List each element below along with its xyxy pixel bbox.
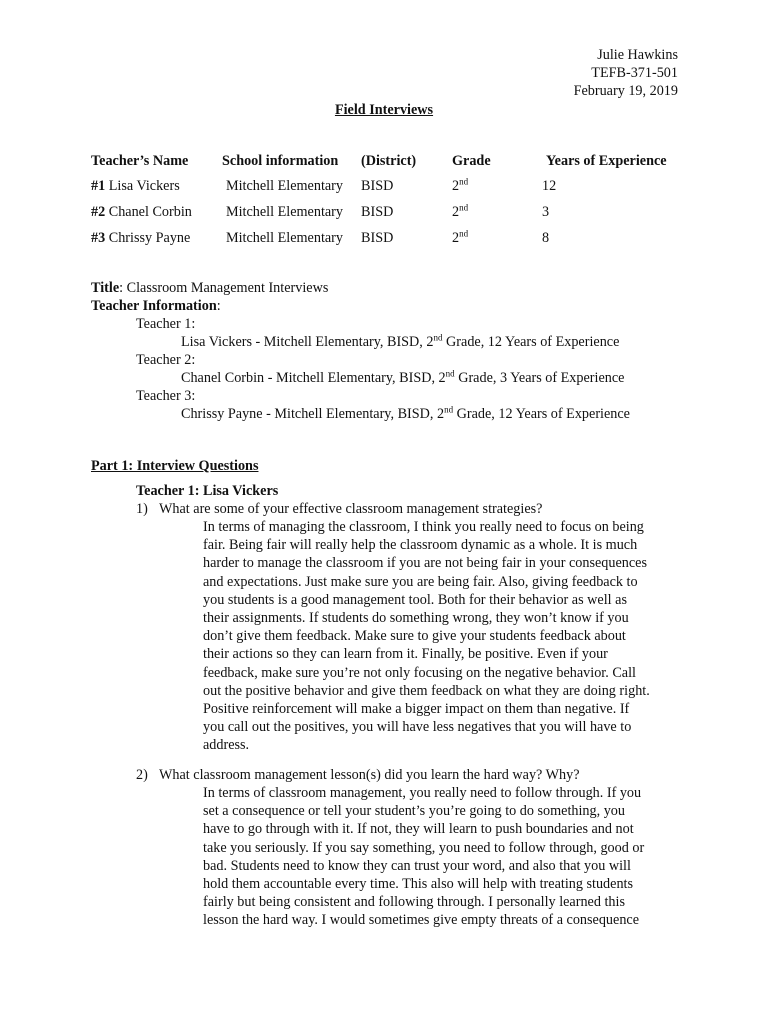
- teacher-label: Teacher 3:: [136, 388, 196, 404]
- row-number: #3: [91, 230, 106, 246]
- grade-suffix: nd: [444, 404, 454, 415]
- teacher-name: Chrissy Payne: [108, 230, 191, 246]
- answer-line: don’t give them feedback. Make sure to give your students feedback about: [203, 628, 626, 645]
- answer-paragraph: [203, 784, 683, 930]
- school-name: Mitchell Elementary: [226, 204, 344, 220]
- grade-suffix: nd: [459, 228, 469, 239]
- title-value: : Classroom Management Interviews: [119, 280, 329, 296]
- table-header-name: Teacher’s Name: [91, 153, 189, 169]
- teacher-detail-text: Chanel Corbin - Mitchell Elementary, BISD, 2: [181, 370, 446, 386]
- answer-line: and expectations. Just make sure you are being fair. Also, giving feedback to: [203, 573, 638, 590]
- document-header: [574, 46, 678, 100]
- table-header-school: School information: [222, 153, 339, 169]
- question-text: What classroom management lesson(s) did you learn the hard way? Why?: [159, 767, 580, 783]
- answer-line: In terms of classroom management, you really need to follow through. If you: [203, 785, 642, 801]
- answer-line: address.: [203, 737, 250, 754]
- answer-line: fair. Being fair will really help the classroom dynamic as a whole. It is much: [203, 537, 638, 554]
- grade: 2: [452, 204, 460, 220]
- grade-suffix: nd: [459, 202, 469, 213]
- answer-line: take you seriously. If you say something, you need to follow through, good or: [203, 839, 645, 856]
- answer-line: harder to manage the classroom if you are not being fair in your consequences: [203, 555, 647, 572]
- answer-line: bad. Students need to know they can trust your word, and also that you will: [203, 857, 631, 874]
- teacher-detail: [181, 333, 619, 351]
- years-experience: 12: [542, 178, 557, 194]
- teacher-detail: [181, 405, 630, 423]
- answer-paragraph: [203, 518, 683, 755]
- school-name: Mitchell Elementary: [226, 230, 344, 246]
- teacher-detail-text: Grade, 3 Years of Experience: [454, 370, 625, 386]
- years-experience: 8: [542, 230, 550, 246]
- answer-line: their actions so they can learn from it. Finally, be positive. Even if your: [203, 646, 608, 663]
- district: BISD: [361, 204, 394, 220]
- answer-line: Positive reinforcement will make a bigger impact on them than negative. If: [203, 701, 630, 718]
- teacher-detail-text: Grade, 12 Years of Experience: [442, 334, 620, 350]
- answer-line: out the positive behavior and give them feedback on what they are doing right.: [203, 682, 650, 699]
- grade-suffix: nd: [433, 332, 443, 343]
- answer-line: you students is a good management tool. Both for their behavior as well as: [203, 591, 627, 608]
- answer-line: their assignments. If students do something wrong, they won’t know if you: [203, 610, 629, 627]
- teacher-detail-text: Lisa Vickers - Mitchell Elementary, BISD, 2: [181, 334, 434, 350]
- grade: 2: [452, 178, 460, 194]
- table-header-grade: Grade: [452, 153, 491, 169]
- answer-line: lesson the hard way. I would sometimes give empty threats of a consequence: [203, 912, 640, 929]
- title-line: [91, 279, 328, 297]
- teacher-label: Teacher 1:: [136, 316, 196, 332]
- author-name: Julie Hawkins: [597, 47, 678, 63]
- table-header-years: Years of Experience: [546, 153, 667, 169]
- teacher-name: Chanel Corbin: [108, 204, 192, 220]
- row-number: #2: [91, 204, 106, 220]
- district: BISD: [361, 230, 394, 246]
- teacher-info-label: Teacher Information: [91, 298, 217, 314]
- question-number: 1): [136, 501, 148, 517]
- teacher-name: Lisa Vickers: [108, 178, 180, 194]
- school-name: Mitchell Elementary: [226, 178, 344, 194]
- part-heading: Part 1: Interview Questions: [91, 458, 259, 474]
- course-code: TEFB-371-501: [591, 65, 678, 81]
- grade: 2: [452, 230, 460, 246]
- document-date: February 19, 2019: [573, 83, 678, 99]
- title-label: Title: [91, 280, 120, 296]
- teacher-detail: [181, 369, 624, 387]
- grade-suffix: nd: [445, 368, 455, 379]
- teacher-detail-text: Grade, 12 Years of Experience: [453, 406, 630, 422]
- teacher-info-line: [91, 297, 221, 315]
- answer-line: fairly but being consistent and following through. I personally learned this: [203, 894, 625, 911]
- grade-suffix: nd: [459, 176, 469, 187]
- row-number: #1: [91, 178, 106, 194]
- district: BISD: [361, 178, 394, 194]
- answer-line: In terms of managing the classroom, I think you really need to focus on being: [203, 519, 644, 535]
- question-text: What are some of your effective classroom management strategies?: [159, 501, 543, 517]
- answer-line: have to go through with it. If not, they will learn to push boundaries and not: [203, 821, 634, 838]
- document-title: Field Interviews: [334, 102, 434, 118]
- answer-line: set a consequence or tell your student’s you’re going to do something, you: [203, 803, 625, 820]
- answer-line: feedback, make sure you’re not only focusing on the negative behavior. Call: [203, 664, 636, 681]
- teacher-info-colon: :: [216, 298, 221, 314]
- teacher-section-heading: Teacher 1: Lisa Vickers: [136, 483, 279, 499]
- teacher-detail-text: Chrissy Payne - Mitchell Elementary, BISD, 2: [181, 406, 445, 422]
- table-header-district: (District): [361, 153, 417, 169]
- answer-line: hold them accountable every time. This also will help with treating students: [203, 876, 633, 893]
- years-experience: 3: [542, 204, 550, 220]
- teacher-label: Teacher 2:: [136, 352, 196, 368]
- question-number: 2): [136, 767, 148, 783]
- answer-line: you call out the positives, you will have less negatives that you will have to: [203, 719, 632, 736]
